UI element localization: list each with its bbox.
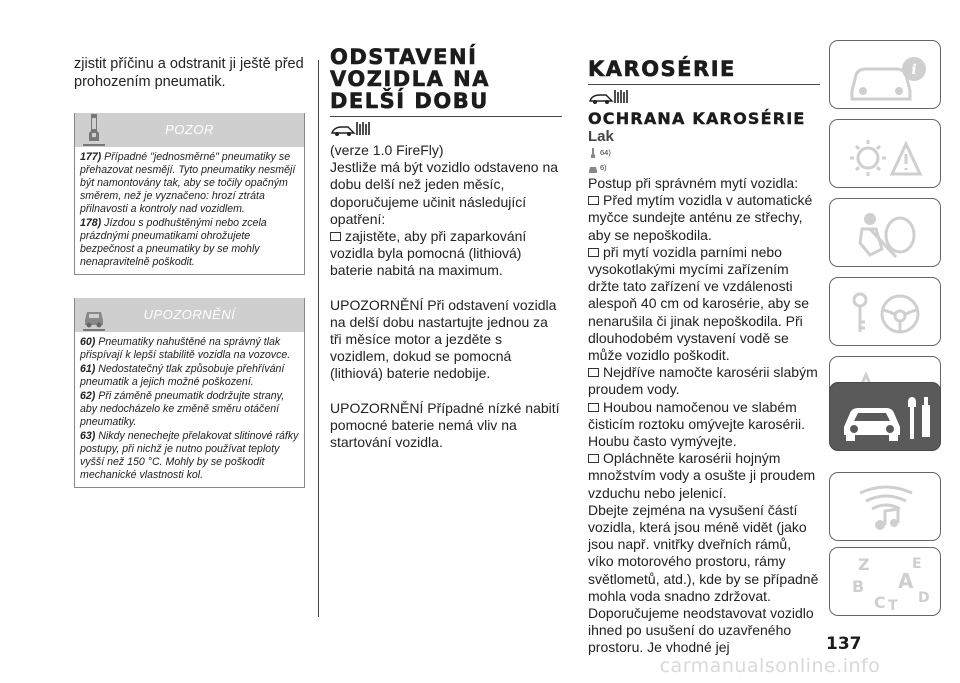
paragraph: UPOZORNĚNÍ Případné nízké nabití pomocné baterie nemá vliv na startování vozidla.	[330, 399, 560, 451]
warning-title: POZOR	[165, 122, 214, 137]
bullet-item: zajistěte, aby při zaparkování vozidla byla pomocná (lithiová) baterie nabitá na maximum.	[330, 228, 527, 279]
column-right	[588, 58, 820, 657]
airbag-safety-icon	[830, 199, 941, 267]
car-version-icon	[588, 87, 630, 105]
bullet-item: Opláchněte karosérii hojným množstvím vody a osušte ji proudem vzduchu nebo jelenicí.	[588, 450, 816, 501]
index-letter: Z	[858, 555, 870, 574]
notice-item: 62) Při záměně pneumatik dodržujte strany, aby nedocházelo ke změně směru otáčení pneumatiky.	[80, 390, 285, 428]
car-wrench-icon	[830, 383, 941, 451]
warning-item: 178) Jízdou s podhuštěnými nebo zcela prázdnými pneumatikami ohrožujete bezpečnost a pneumatiky by se mohly nenapravitelně poškodit.	[80, 217, 267, 268]
reference-notice: 6)	[588, 160, 820, 175]
bullet-item: Houbou namočenou ve slabém čisticím roztoku omývejte karosérii. Houbu často vymývejte.	[588, 398, 806, 450]
notice-item: 61) Nedostatečný tlak způsobuje přehřívání pneumatik a jejich možné poškození.	[80, 363, 285, 388]
notice-header	[75, 298, 304, 332]
paragraph: Postup při správném mytí vozidla:	[588, 175, 799, 191]
checkbox-bullet-icon	[588, 403, 599, 412]
tab-car-info[interactable]	[829, 40, 941, 109]
checkbox-bullet-icon	[330, 232, 341, 241]
subsection-heading: OCHRANA KAROSÉRIE	[588, 109, 806, 128]
page-number: 137	[826, 634, 862, 654]
tab-multimedia[interactable]	[829, 472, 941, 541]
car-version-icon	[330, 119, 372, 137]
warning-header	[75, 113, 304, 147]
reference-warning: 64)	[588, 145, 820, 160]
section-heading: ODSTAVENÍ VOZIDLA NA DELŠÍ DOBU	[330, 45, 490, 113]
tab-safety[interactable]	[829, 198, 941, 267]
notice-item: 63) Nikdy nenechejte přelakovat slitinové ráfky postupy, při nichž je nutno používat teploty vyšší než 150 °C. Mohly by se poškodit mechanické vlastnosti kol.	[80, 430, 299, 481]
section-heading: KAROSÉRIE	[588, 57, 736, 81]
intro-text: zjistit příčinu a odstranit ji ještě před prohozením pneumatik.	[74, 56, 304, 90]
key-steering-icon	[830, 278, 941, 346]
notice-box	[74, 298, 305, 488]
heading-rule	[588, 84, 820, 85]
notice-title: UPOZORNĚNÍ	[143, 307, 236, 322]
car-small-icon	[588, 162, 598, 174]
column-left	[74, 56, 306, 91]
watermark: carmanualsonline.info	[659, 655, 881, 677]
version-label: (verze 1.0 FireFly)	[330, 142, 444, 158]
paragraph: Jestliže má být vozidlo odstaveno na dobu delší než jeden měsíc, doporučujeme učinit následující opatření:	[330, 159, 559, 227]
alphabet-index-icon	[830, 548, 941, 616]
heading-rule	[330, 116, 562, 117]
warning-small-icon	[588, 147, 598, 159]
tab-dashboard-lights[interactable]	[829, 119, 941, 188]
column-divider	[318, 60, 319, 617]
svg-text:i: i	[911, 62, 917, 78]
index-letter: C	[874, 593, 886, 612]
tab-servicing-active[interactable]	[829, 382, 941, 451]
column-middle	[330, 46, 562, 451]
warning-item: 177) Případné "jednosměrné" pneumatiky se přehazovat nesmějí. Tyto pneumatiky nesmějí být namontovány tak, aby se točily opačným směrem, než je vyznačeno: hrozí ztráta přilnavosti a kontroly nad vozidlem.	[80, 151, 296, 215]
tab-starting-driving[interactable]	[829, 277, 941, 346]
bullet-item: Před mytím vozidla v automatické myčce sundejte anténu ze střechy, aby se nepoškodila.	[588, 192, 813, 243]
warning-box	[74, 113, 305, 275]
index-letter: B	[852, 577, 865, 596]
index-letter: E	[912, 556, 922, 572]
dashboard-lights-icon	[830, 120, 941, 188]
paragraph: UPOZORNĚNÍ Při odstavení vozidla na delší dobu nastartujte jednou za tři měsíce motor a jezděte s vozidlem, dokud se pomocná (lithiová) baterie nedobije.	[330, 296, 557, 382]
checkbox-bullet-icon	[588, 368, 599, 377]
checkbox-bullet-icon	[588, 454, 599, 463]
paragraph: Dbejte zejména na vysušení částí vozidla, která jsou méně vidět (jako jsou např. vnitřky dveřních rámů, víko motorového prostoru, rámy světlometů, atd.), kde by se případně mohla voda snadno zdržovat. Doporučujeme neodstavovat vozidlo ihned po usušení do uzavřeného prostoru. Je vhodné jej	[588, 501, 819, 656]
car-info-icon	[830, 41, 941, 109]
tab-index[interactable]	[829, 547, 941, 616]
multimedia-icon	[830, 473, 941, 541]
index-letter: T	[888, 598, 898, 614]
notice-item: 60) Pneumatiky nahuštěné na správný tlak přispívají k lepší stabilitě vozidla na vozovce.	[80, 336, 291, 361]
checkbox-bullet-icon	[588, 196, 599, 205]
bullet-item: při mytí vozidla parními nebo vysokotlakými mycími zařízením držte tato zařízení ve vzdálenosti alespoň 40 cm od karosérie, aby se nenarušila či jinak nepoškodila. Při dlouhodobém vystavení vodě se může vozidlo poškodit.	[588, 243, 810, 364]
index-letter: D	[918, 590, 930, 606]
index-letter: A	[898, 569, 914, 593]
bullet-item: Nejdříve namočte karosérii slabým proudem vody.	[588, 364, 818, 398]
checkbox-bullet-icon	[588, 248, 599, 257]
sub-subheading: Lak	[588, 128, 614, 145]
